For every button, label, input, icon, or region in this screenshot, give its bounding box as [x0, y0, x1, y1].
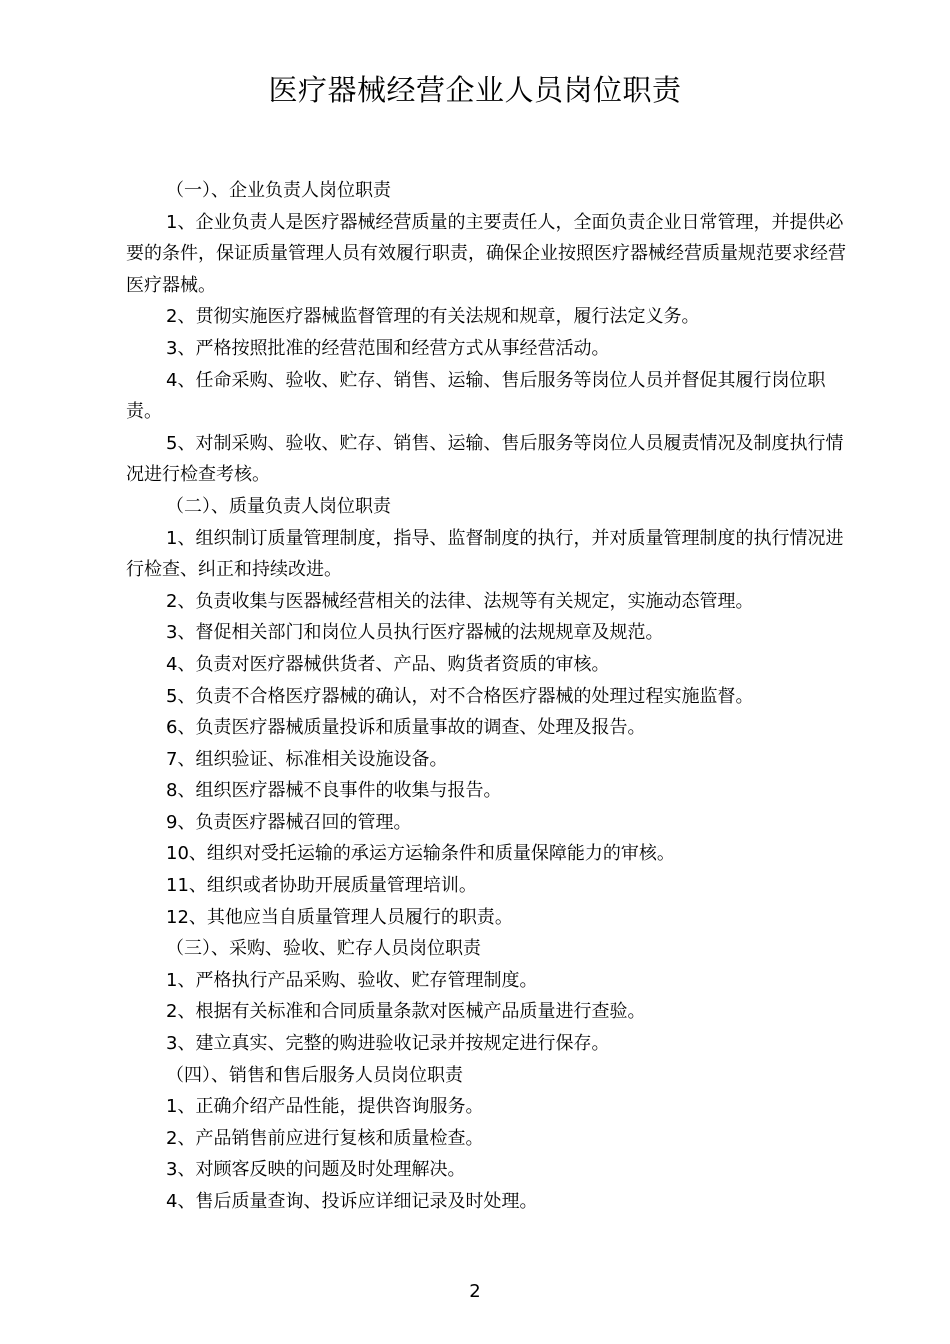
- list-item: 5、对制采购、验收、贮存、销售、运输、售后服务等岗位人员履责情况及制度执行情况进行检查考核。: [126, 432, 844, 486]
- page-number: 2: [469, 1281, 481, 1302]
- list-item: 3、严格按照批准的经营范围和经营方式从事经营活动。: [166, 337, 610, 359]
- list-item: 4、任命采购、验收、贮存、销售、运输、售后服务等岗位人员并督促其履行岗位职责。: [126, 369, 826, 423]
- section-heading: （四）、销售和售后服务人员岗位职责: [166, 1064, 463, 1086]
- list-item: 4、负责对医疗器械供货者、产品、购货者资质的审核。: [166, 653, 610, 675]
- list-item: 1、严格执行产品采购、验收、贮存管理制度。: [166, 969, 538, 991]
- list-item: 2、产品销售前应进行复核和质量检查。: [166, 1127, 484, 1149]
- list-item: 4、售后质量查询、投诉应详细记录及时处理。: [166, 1191, 538, 1212]
- list-item: 11、组织或者协助开展质量管理培训。: [166, 875, 477, 897]
- list-item: 1、组织制订质量管理制度，指导、监督制度的执行，并对质量管理制度的执行情况进行检查、纠正和持续改进。: [126, 527, 844, 581]
- list-item: 3、督促相关部门和岗位人员执行医疗器械的法规规章及规范。: [166, 622, 664, 644]
- list-item: 5、负责不合格医疗器械的确认，对不合格医疗器械的处理过程实施监督。: [166, 685, 754, 707]
- document-title: 医疗器械经营企业人员岗位职责: [268, 73, 682, 107]
- list-item: 1、正确介绍产品性能，提供咨询服务。: [166, 1096, 484, 1118]
- list-item: 2、根据有关标准和合同质量条款对医械产品质量进行查验。: [166, 1001, 646, 1023]
- list-item: 3、对顾客反映的问题及时处理解决。: [166, 1159, 466, 1181]
- list-item: 7、组织验证、标准相关设施设备。: [166, 748, 448, 770]
- list-item: 12、其他应当自质量管理人员履行的职责。: [166, 906, 513, 928]
- section-heading: （二）、质量负责人岗位职责: [166, 495, 391, 517]
- list-item: 10、组织对受托运输的承运方运输条件和质量保障能力的审核。: [166, 843, 675, 865]
- list-item: 6、负责医疗器械质量投诉和质量事故的调查、处理及报告。: [166, 717, 646, 739]
- list-item: 8、组织医疗器械不良事件的收集与报告。: [166, 780, 502, 802]
- section-heading: （三）、采购、验收、贮存人员岗位职责: [166, 938, 481, 960]
- list-item: 3、建立真实、完整的购进验收记录并按规定进行保存。: [166, 1033, 610, 1055]
- list-item: 1、企业负责人是医疗器械经营质量的主要责任人，全面负责企业日常管理，并提供必要的条件，保证质量管理人员有效履行职责，确保企业按照医疗器械经营质量规范要求经营医疗器械。: [126, 211, 846, 296]
- list-item: 2、贯彻实施医疗器械监督管理的有关法规和规章，履行法定义务。: [166, 306, 700, 328]
- list-item: 2、负责收集与医器械经营相关的法律、法规等有关规定，实施动态管理。: [166, 590, 754, 612]
- section-heading: （一）、企业负责人岗位职责: [166, 180, 391, 201]
- document-body: [126, 175, 846, 1218]
- list-item: 9、负责医疗器械召回的管理。: [166, 811, 412, 833]
